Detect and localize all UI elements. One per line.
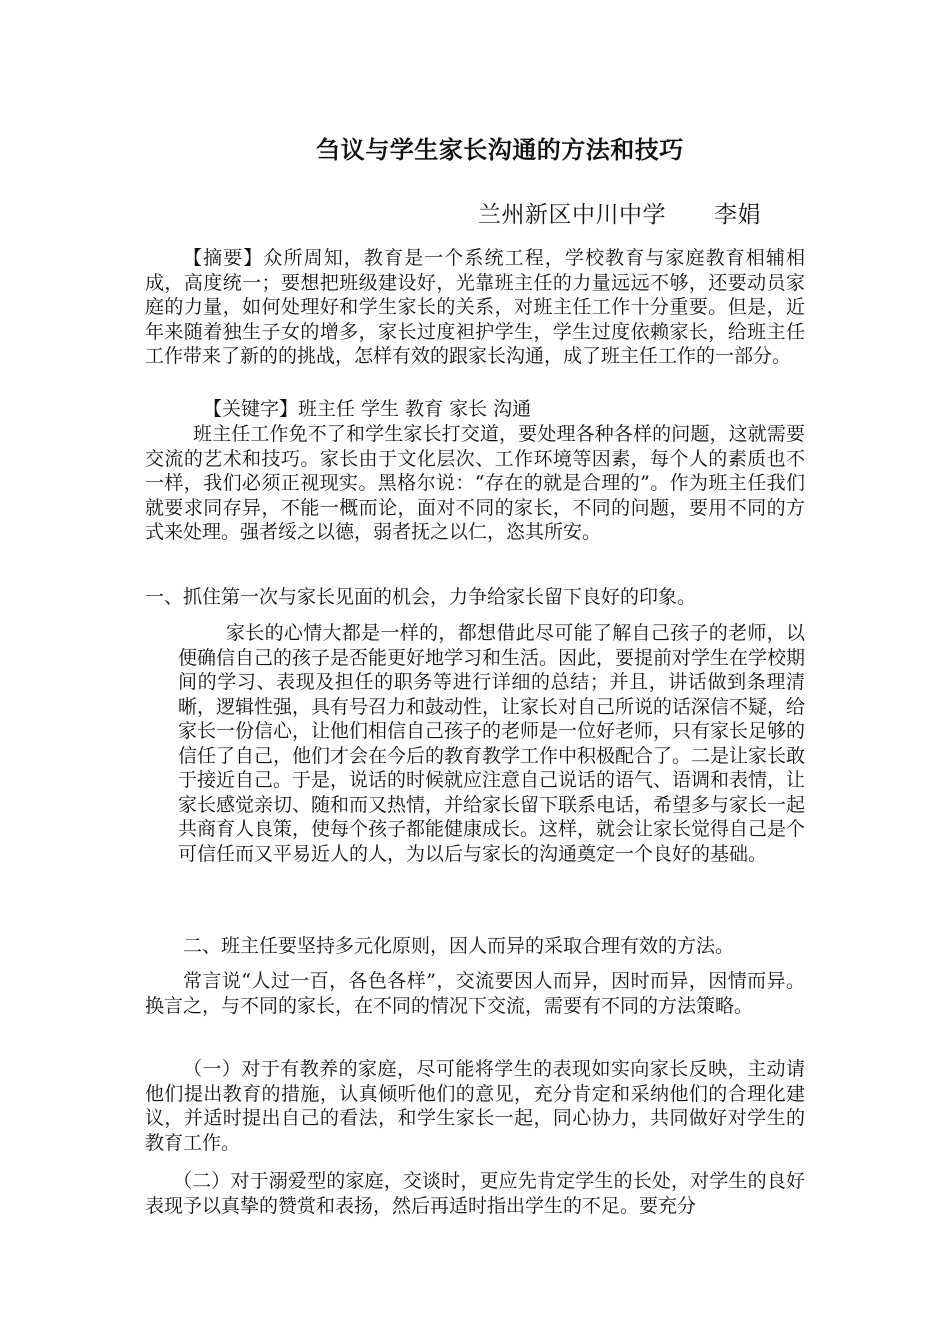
section-2-heading: 二、班主任要坚持多元化原则，因人而异的采取合理有效的方法。 (183, 935, 735, 957)
section-1-body: 家长的心情大都是一样的，都想借此尽可能了解自己孩子的老师，以便确信自己的孩子是否能更好地学习和生活。因此，要提前对学生在学校期间的学习、表现及担任的职务等进行详细的总结；并且，讲话做到条理清晰，逻辑性强，具有号召力和鼓动性，让家长对自己所说的话深信不疑，给家长一份信心，让他们相信自己孩子的老师是一位好老师，只有家长足够的信任了自己，他们才会在今后的教育教学工作中积极配合了。二是让家长敢于接近自己。于是，说话的时候就应注意自己说话的语气、语调和表情，让家长感觉亲切、随和而又热情，并给家长留下联系电话，希望多与家长一起共商育人良策，使每个孩子都能健康成长。这样，就会让家长觉得自己是个可信任而又平易近人的人，为以后与家长的沟通奠定一个良好的基础。 (178, 622, 806, 865)
author-name: 李娟 (714, 202, 761, 228)
abstract-paragraph: 【摘要】众所周知，教育是一个系统工程，学校教育与家庭教育相辅相成，高度统一；要想把班级建设好，光靠班主任的力量远远不够，还要动员家庭的力量，如何处理好和学生家长的关系，对班主任工作十分重要。但是，近年来随着独生子女的增多，家长过度袒护学生，学生过度依赖家长，给班主任工作带来了新的的挑战，怎样有效的跟家长沟通，成了班主任工作的一部分。 (145, 247, 805, 367)
section-1-heading: 一、抓住第一次与家长见面的机会，力争给家长留下良好的印象。 (145, 586, 697, 608)
keywords-line: 【关键字】班主任 学生 教育 家长 沟通 (203, 398, 532, 420)
intro-paragraph: 班主任工作免不了和学生家长打交道，要处理各种各样的问题，这就需要交流的艺术和技巧。家长由于文化层次、工作环境等因素，每个人的素质也不一样，我们必须正视现实。黑格尔说：“存在的就是合理的”。作为班主任我们就要求同存异，不能一概而论，面对不同的家长，不同的问题，要用不同的方式来处理。强者绥之以德，弱者抚之以仁，恣其所安。 (145, 423, 805, 543)
document-title: 刍议与学生家长沟通的方法和技巧 (316, 136, 684, 164)
section-2-intro: 常言说“人过一百，各色各样”，交流要因人而异，因时而异，因情而异。换言之，与不同的家长，在不同的情况下交流，需要有不同的方法策略。 (145, 970, 805, 1017)
author-line (478, 196, 761, 229)
item-1-paragraph: （一）对于有教养的家庭，尽可能将学生的表现如实向家长反映，主动请他们提出教育的措施，认真倾听他们的意见，充分肯定和采纳他们的合理化建议，并适时提出自己的看法，和学生家长一起，同心协力，共同做好对学生的教育工作。 (145, 1058, 805, 1154)
item-2-paragraph: （二）对于溺爱型的家庭，交谈时，更应先肯定学生的长处，对学生的良好表现予以真挚的赞赏和表扬，然后再适时指出学生的不足。要充分 (145, 1170, 805, 1217)
author-school: 兰州新区中川中学 (478, 202, 666, 228)
